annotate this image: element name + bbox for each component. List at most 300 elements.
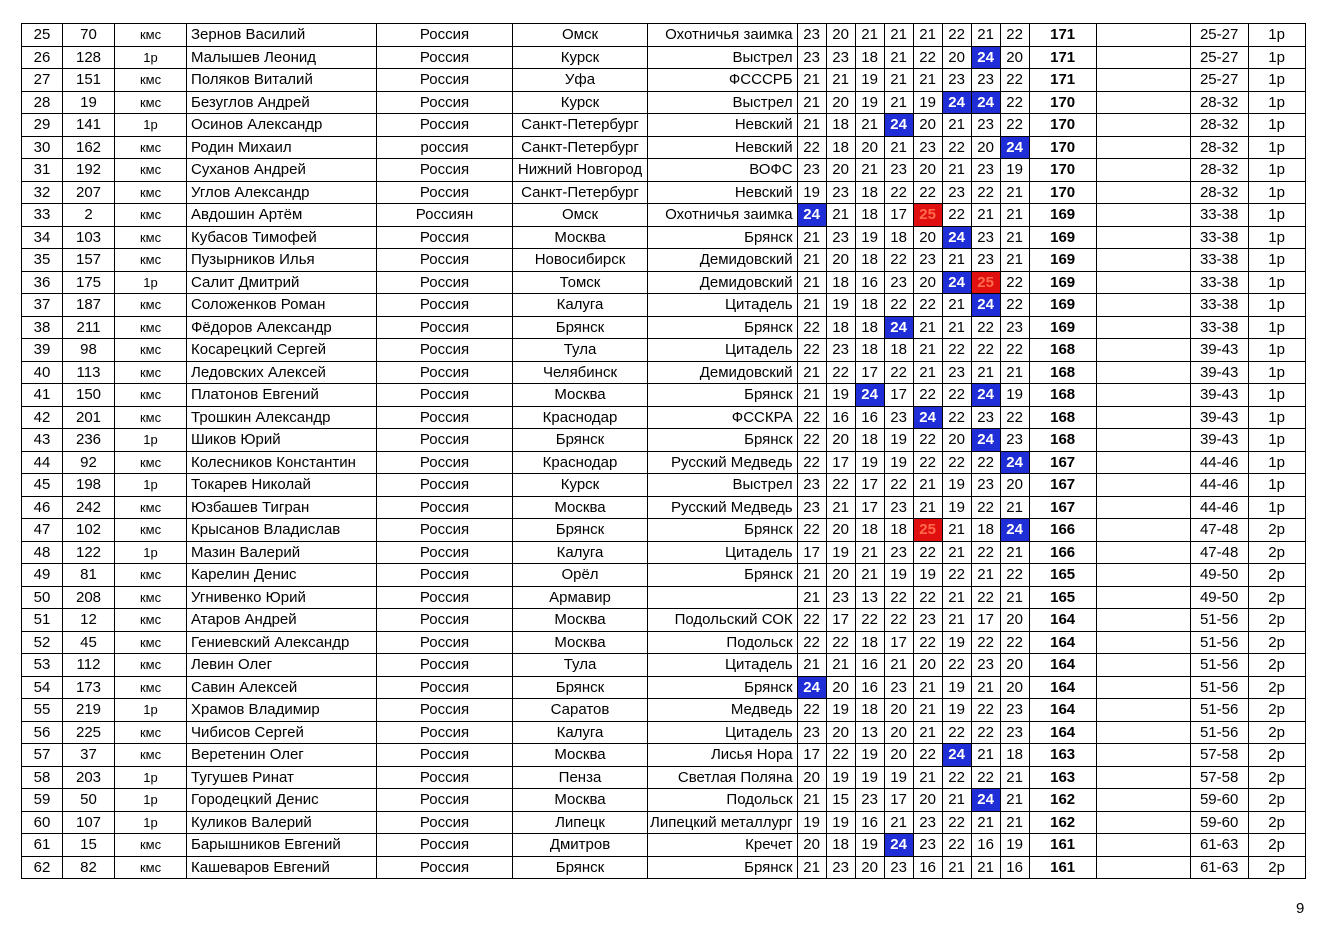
athlete-name-cell: Ледовских Алексей: [187, 361, 377, 384]
series-score-cell: 17: [971, 609, 1000, 632]
table-row: [22, 766, 1306, 789]
series-score-cell: 19: [884, 429, 913, 452]
series-score-cell: 22: [971, 631, 1000, 654]
series-score-cell: 22: [884, 474, 913, 497]
rank-cell: кмс: [115, 631, 187, 654]
series-score-cell: 22: [971, 496, 1000, 519]
total-score-cell: 169: [1029, 316, 1096, 339]
series-score-cell: 22: [797, 316, 826, 339]
series-score-cell: 23: [826, 226, 855, 249]
series-score-cell: 18: [884, 339, 913, 362]
athlete-name-cell: Тугушев Ринат: [187, 766, 377, 789]
table-row: [22, 699, 1306, 722]
club-cell: Светлая Поляна: [648, 766, 798, 789]
bib-number-cell: 103: [63, 226, 115, 249]
series-score-cell: 24: [971, 384, 1000, 407]
athlete-name-cell: Осинов Александр: [187, 114, 377, 137]
empty-cell: [1096, 744, 1190, 767]
empty-cell: [1096, 91, 1190, 114]
club-cell: Лисья Нора: [648, 744, 798, 767]
country-cell: Россия: [377, 654, 513, 677]
bib-number-cell: 225: [63, 721, 115, 744]
series-score-cell: 16: [855, 271, 884, 294]
rank-cell: кмс: [115, 69, 187, 92]
place-range-cell: 51-56: [1190, 609, 1248, 632]
bib-number-cell: 45: [63, 631, 115, 654]
country-cell: Россия: [377, 429, 513, 452]
place-range-cell: 39-43: [1190, 384, 1248, 407]
club-cell: Брянск: [648, 676, 798, 699]
athlete-name-cell: Чибисов Сергей: [187, 721, 377, 744]
series-score-cell: 21: [913, 721, 942, 744]
table-row: [22, 609, 1306, 632]
category-cell: 1р: [1248, 496, 1305, 519]
city-cell: Томск: [513, 271, 648, 294]
place-range-cell: 25-27: [1190, 69, 1248, 92]
country-cell: Россия: [377, 361, 513, 384]
category-cell: 2р: [1248, 789, 1305, 812]
country-cell: Россия: [377, 609, 513, 632]
series-score-cell: 21: [826, 654, 855, 677]
series-score-cell: 19: [797, 181, 826, 204]
table-row: [22, 91, 1306, 114]
series-score-cell: 23: [942, 69, 971, 92]
category-cell: 1р: [1248, 204, 1305, 227]
table-row: [22, 406, 1306, 429]
country-cell: Россия: [377, 24, 513, 47]
series-score-cell: 22: [942, 451, 971, 474]
series-score-cell: 21: [1000, 541, 1029, 564]
place-range-cell: 61-63: [1190, 834, 1248, 857]
city-cell: Тула: [513, 339, 648, 362]
series-score-cell: 22: [971, 586, 1000, 609]
bib-number-cell: 112: [63, 654, 115, 677]
city-cell: Брянск: [513, 519, 648, 542]
series-score-cell: 19: [942, 474, 971, 497]
bib-number-cell: 70: [63, 24, 115, 47]
club-cell: Подольск: [648, 631, 798, 654]
series-score-cell: 23: [884, 856, 913, 879]
series-score-cell: 20: [826, 91, 855, 114]
series-score-cell: 23: [971, 159, 1000, 182]
athlete-name-cell: Косарецкий Сергей: [187, 339, 377, 362]
series-score-cell: 21: [826, 496, 855, 519]
series-score-cell: 21: [1000, 789, 1029, 812]
series-score-cell: 17: [855, 361, 884, 384]
series-score-cell: 18: [884, 226, 913, 249]
series-score-cell: 21: [797, 226, 826, 249]
series-score-cell: 17: [797, 744, 826, 767]
place-range-cell: 33-38: [1190, 204, 1248, 227]
place-cell: 57: [22, 744, 63, 767]
city-cell: Нижний Новгород: [513, 159, 648, 182]
series-score-cell: 25: [971, 271, 1000, 294]
place-range-cell: 51-56: [1190, 654, 1248, 677]
series-score-cell: 19: [913, 564, 942, 587]
city-cell: Курск: [513, 46, 648, 69]
bib-number-cell: 173: [63, 676, 115, 699]
city-cell: Омск: [513, 24, 648, 47]
series-score-cell: 22: [797, 406, 826, 429]
place-cell: 45: [22, 474, 63, 497]
place-range-cell: 49-50: [1190, 586, 1248, 609]
series-score-cell: 23: [884, 159, 913, 182]
series-score-cell: 21: [913, 496, 942, 519]
series-score-cell: 19: [1000, 384, 1029, 407]
series-score-cell: 21: [913, 361, 942, 384]
athlete-name-cell: Платонов Евгений: [187, 384, 377, 407]
category-cell: 1р: [1248, 406, 1305, 429]
bib-number-cell: 113: [63, 361, 115, 384]
place-cell: 58: [22, 766, 63, 789]
series-score-cell: 22: [797, 699, 826, 722]
bib-number-cell: 236: [63, 429, 115, 452]
total-score-cell: 167: [1029, 474, 1096, 497]
series-score-cell: 22: [942, 564, 971, 587]
series-score-cell: 22: [913, 181, 942, 204]
category-cell: 1р: [1248, 339, 1305, 362]
country-cell: Россия: [377, 384, 513, 407]
athlete-name-cell: Углов Александр: [187, 181, 377, 204]
series-score-cell: 19: [942, 496, 971, 519]
series-score-cell: 23: [971, 226, 1000, 249]
place-cell: 25: [22, 24, 63, 47]
series-score-cell: 20: [1000, 474, 1029, 497]
total-score-cell: 171: [1029, 46, 1096, 69]
series-score-cell: 18: [855, 46, 884, 69]
city-cell: Брянск: [513, 676, 648, 699]
place-cell: 52: [22, 631, 63, 654]
empty-cell: [1096, 69, 1190, 92]
total-score-cell: 168: [1029, 339, 1096, 362]
series-score-cell: 18: [1000, 744, 1029, 767]
category-cell: 1р: [1248, 271, 1305, 294]
empty-cell: [1096, 114, 1190, 137]
series-score-cell: 21: [942, 316, 971, 339]
place-range-cell: 51-56: [1190, 631, 1248, 654]
empty-cell: [1096, 586, 1190, 609]
series-score-cell: 17: [797, 541, 826, 564]
rank-cell: кмс: [115, 834, 187, 857]
table-row: [22, 159, 1306, 182]
city-cell: Курск: [513, 91, 648, 114]
rank-cell: кмс: [115, 204, 187, 227]
club-cell: Брянск: [648, 316, 798, 339]
rank-cell: 1р: [115, 114, 187, 137]
total-score-cell: 165: [1029, 586, 1096, 609]
total-score-cell: 169: [1029, 271, 1096, 294]
series-score-cell: 19: [826, 811, 855, 834]
place-range-cell: 39-43: [1190, 339, 1248, 362]
series-score-cell: 21: [1000, 204, 1029, 227]
series-score-cell: 22: [1000, 339, 1029, 362]
place-cell: 47: [22, 519, 63, 542]
series-score-cell: 17: [884, 631, 913, 654]
series-score-cell: 22: [971, 339, 1000, 362]
series-score-cell: 13: [855, 721, 884, 744]
series-score-cell: 21: [1000, 766, 1029, 789]
series-score-cell: 21: [971, 24, 1000, 47]
series-score-cell: 20: [826, 564, 855, 587]
total-score-cell: 168: [1029, 406, 1096, 429]
rank-cell: кмс: [115, 294, 187, 317]
club-cell: Охотничья заимка: [648, 24, 798, 47]
total-score-cell: 164: [1029, 654, 1096, 677]
series-score-cell: 21: [913, 766, 942, 789]
series-score-cell: 22: [942, 406, 971, 429]
category-cell: 2р: [1248, 631, 1305, 654]
country-cell: Россия: [377, 339, 513, 362]
athlete-name-cell: Карелин Денис: [187, 564, 377, 587]
place-cell: 35: [22, 249, 63, 272]
athlete-name-cell: Юзбашев Тигран: [187, 496, 377, 519]
series-score-cell: 21: [797, 564, 826, 587]
series-score-cell: 19: [942, 699, 971, 722]
place-range-cell: 33-38: [1190, 294, 1248, 317]
series-score-cell: 24: [1000, 451, 1029, 474]
series-score-cell: 20: [913, 226, 942, 249]
series-score-cell: 21: [913, 676, 942, 699]
series-score-cell: 20: [826, 24, 855, 47]
series-score-cell: 23: [971, 69, 1000, 92]
place-cell: 60: [22, 811, 63, 834]
series-score-cell: 23: [1000, 699, 1029, 722]
city-cell: Москва: [513, 744, 648, 767]
country-cell: Россия: [377, 46, 513, 69]
club-cell: Брянск: [648, 856, 798, 879]
city-cell: Орёл: [513, 564, 648, 587]
club-cell: Брянск: [648, 519, 798, 542]
club-cell: Цитадель: [648, 654, 798, 677]
place-range-cell: 57-58: [1190, 744, 1248, 767]
bib-number-cell: 208: [63, 586, 115, 609]
series-score-cell: 24: [942, 744, 971, 767]
series-score-cell: 22: [1000, 91, 1029, 114]
place-range-cell: 49-50: [1190, 564, 1248, 587]
series-score-cell: 18: [884, 519, 913, 542]
club-cell: ФССКРА: [648, 406, 798, 429]
series-score-cell: 22: [913, 631, 942, 654]
series-score-cell: 20: [826, 249, 855, 272]
series-score-cell: 24: [1000, 519, 1029, 542]
city-cell: Калуга: [513, 294, 648, 317]
series-score-cell: 21: [942, 114, 971, 137]
bib-number-cell: 122: [63, 541, 115, 564]
rank-cell: кмс: [115, 856, 187, 879]
empty-cell: [1096, 766, 1190, 789]
rank-cell: 1р: [115, 46, 187, 69]
total-score-cell: 161: [1029, 856, 1096, 879]
series-score-cell: 20: [826, 721, 855, 744]
series-score-cell: 22: [1000, 24, 1029, 47]
place-range-cell: 61-63: [1190, 856, 1248, 879]
rank-cell: кмс: [115, 654, 187, 677]
series-score-cell: 24: [1000, 136, 1029, 159]
athlete-name-cell: Мазин Валерий: [187, 541, 377, 564]
table-row: [22, 676, 1306, 699]
category-cell: 1р: [1248, 136, 1305, 159]
place-cell: 46: [22, 496, 63, 519]
category-cell: 1р: [1248, 474, 1305, 497]
series-score-cell: 22: [1000, 69, 1029, 92]
club-cell: Невский: [648, 114, 798, 137]
athlete-name-cell: Суханов Андрей: [187, 159, 377, 182]
bib-number-cell: 187: [63, 294, 115, 317]
series-score-cell: 22: [942, 24, 971, 47]
rank-cell: кмс: [115, 721, 187, 744]
category-cell: 1р: [1248, 159, 1305, 182]
table-row: [22, 519, 1306, 542]
empty-cell: [1096, 406, 1190, 429]
empty-cell: [1096, 429, 1190, 452]
series-score-cell: 16: [855, 676, 884, 699]
place-range-cell: 51-56: [1190, 676, 1248, 699]
series-score-cell: 22: [942, 384, 971, 407]
series-score-cell: 19: [1000, 834, 1029, 857]
rank-cell: 1р: [115, 474, 187, 497]
series-score-cell: 16: [913, 856, 942, 879]
bib-number-cell: 15: [63, 834, 115, 857]
country-cell: Россия: [377, 699, 513, 722]
club-cell: Охотничья заимка: [648, 204, 798, 227]
series-score-cell: 22: [942, 834, 971, 857]
city-cell: Краснодар: [513, 406, 648, 429]
series-score-cell: 19: [855, 69, 884, 92]
results-body: [22, 24, 1306, 879]
place-range-cell: 44-46: [1190, 474, 1248, 497]
total-score-cell: 167: [1029, 496, 1096, 519]
series-score-cell: 21: [1000, 361, 1029, 384]
series-score-cell: 21: [942, 519, 971, 542]
total-score-cell: 171: [1029, 24, 1096, 47]
country-cell: Россия: [377, 91, 513, 114]
table-row: [22, 564, 1306, 587]
bib-number-cell: 2: [63, 204, 115, 227]
category-cell: 1р: [1248, 429, 1305, 452]
empty-cell: [1096, 541, 1190, 564]
category-cell: 2р: [1248, 654, 1305, 677]
series-score-cell: 25: [913, 519, 942, 542]
country-cell: Россия: [377, 631, 513, 654]
series-score-cell: 23: [797, 159, 826, 182]
category-cell: 2р: [1248, 609, 1305, 632]
place-cell: 37: [22, 294, 63, 317]
series-score-cell: 16: [826, 406, 855, 429]
series-score-cell: 21: [1000, 586, 1029, 609]
club-cell: Демидовский: [648, 271, 798, 294]
athlete-name-cell: Веретенин Олег: [187, 744, 377, 767]
country-cell: Россия: [377, 496, 513, 519]
total-score-cell: 170: [1029, 114, 1096, 137]
series-score-cell: 21: [1000, 226, 1029, 249]
rank-cell: кмс: [115, 339, 187, 362]
series-score-cell: 22: [942, 339, 971, 362]
series-score-cell: 20: [826, 159, 855, 182]
table-row: [22, 721, 1306, 744]
series-score-cell: 22: [971, 766, 1000, 789]
place-range-cell: 33-38: [1190, 316, 1248, 339]
place-cell: 29: [22, 114, 63, 137]
bib-number-cell: 107: [63, 811, 115, 834]
total-score-cell: 169: [1029, 294, 1096, 317]
country-cell: Россия: [377, 834, 513, 857]
place-range-cell: 33-38: [1190, 249, 1248, 272]
city-cell: Краснодар: [513, 451, 648, 474]
club-cell: Цитадель: [648, 294, 798, 317]
series-score-cell: 22: [797, 451, 826, 474]
table-row: [22, 744, 1306, 767]
place-cell: 32: [22, 181, 63, 204]
series-score-cell: 23: [971, 654, 1000, 677]
athlete-name-cell: Родин Михаил: [187, 136, 377, 159]
total-score-cell: 168: [1029, 429, 1096, 452]
club-cell: Русский Медведь: [648, 451, 798, 474]
table-row: [22, 496, 1306, 519]
place-range-cell: 59-60: [1190, 811, 1248, 834]
category-cell: 1р: [1248, 451, 1305, 474]
series-score-cell: 21: [855, 24, 884, 47]
place-range-cell: 33-38: [1190, 271, 1248, 294]
series-score-cell: 20: [826, 676, 855, 699]
empty-cell: [1096, 721, 1190, 744]
place-cell: 53: [22, 654, 63, 677]
series-score-cell: 20: [826, 429, 855, 452]
series-score-cell: 22: [826, 474, 855, 497]
total-score-cell: 165: [1029, 564, 1096, 587]
place-range-cell: 47-48: [1190, 541, 1248, 564]
club-cell: Выстрел: [648, 474, 798, 497]
country-cell: Россия: [377, 541, 513, 564]
series-score-cell: 20: [913, 654, 942, 677]
rank-cell: 1р: [115, 699, 187, 722]
table-row: [22, 384, 1306, 407]
series-score-cell: 25: [913, 204, 942, 227]
category-cell: 1р: [1248, 249, 1305, 272]
series-score-cell: 21: [797, 249, 826, 272]
total-score-cell: 164: [1029, 721, 1096, 744]
table-row: [22, 69, 1306, 92]
empty-cell: [1096, 631, 1190, 654]
series-score-cell: 21: [942, 159, 971, 182]
series-score-cell: 18: [855, 249, 884, 272]
total-score-cell: 164: [1029, 676, 1096, 699]
category-cell: 2р: [1248, 541, 1305, 564]
series-score-cell: 20: [1000, 609, 1029, 632]
series-score-cell: 22: [942, 766, 971, 789]
club-cell: Невский: [648, 136, 798, 159]
category-cell: 1р: [1248, 181, 1305, 204]
series-score-cell: 23: [855, 789, 884, 812]
series-score-cell: 24: [797, 676, 826, 699]
series-score-cell: 19: [855, 744, 884, 767]
series-score-cell: 21: [971, 744, 1000, 767]
empty-cell: [1096, 676, 1190, 699]
series-score-cell: 21: [1000, 181, 1029, 204]
country-cell: Россия: [377, 316, 513, 339]
city-cell: Омск: [513, 204, 648, 227]
table-row: [22, 541, 1306, 564]
series-score-cell: 22: [826, 744, 855, 767]
series-score-cell: 24: [884, 834, 913, 857]
rank-cell: кмс: [115, 384, 187, 407]
series-score-cell: 23: [913, 811, 942, 834]
bib-number-cell: 201: [63, 406, 115, 429]
country-cell: Россия: [377, 519, 513, 542]
bib-number-cell: 12: [63, 609, 115, 632]
series-score-cell: 16: [971, 834, 1000, 857]
series-score-cell: 23: [797, 24, 826, 47]
place-range-cell: 51-56: [1190, 699, 1248, 722]
